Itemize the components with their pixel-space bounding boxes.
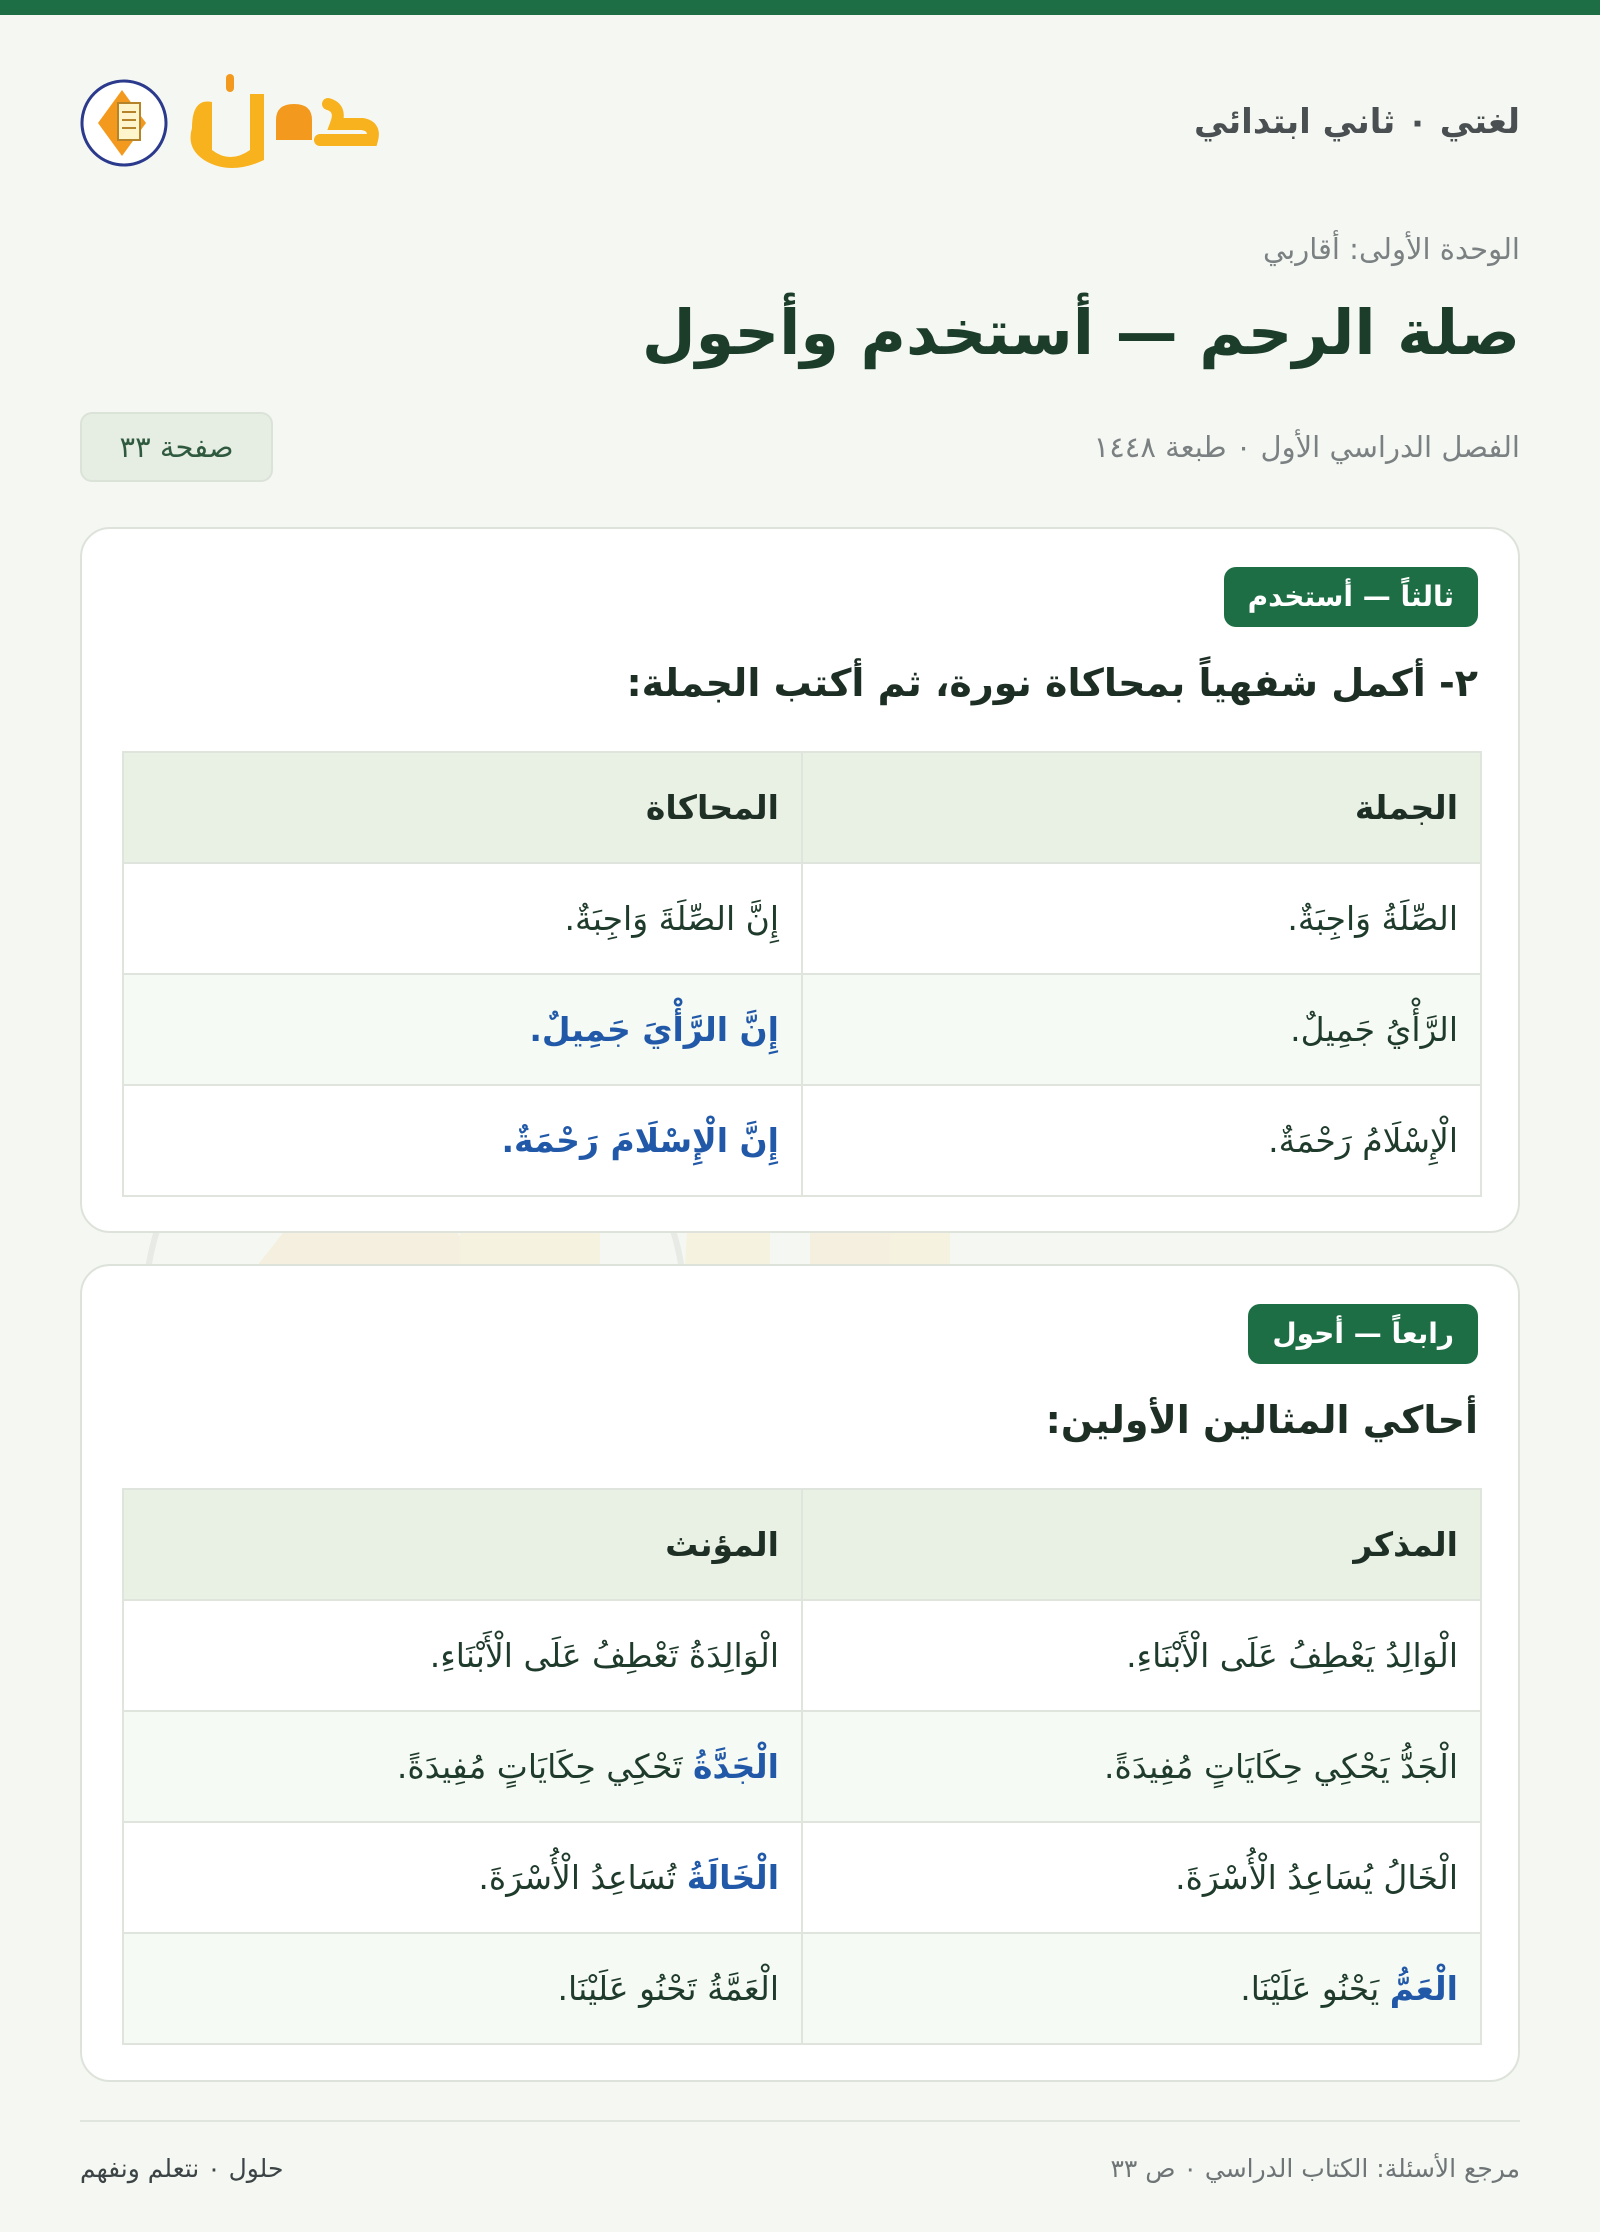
feminine-cell: الْوَالِدَةُ تَعْطِفُ عَلَى الْأَبْنَاءِ. (123, 1600, 802, 1711)
table-header-row (123, 752, 1481, 863)
sentence-cell: الصِّلَةُ وَاجِبَةٌ. (802, 863, 1481, 974)
answer-cell: إِنَّ الْإِسْلَامَ رَحْمَةٌ. (123, 1085, 802, 1196)
imitation-table (122, 751, 1482, 1197)
table-row (123, 863, 1481, 974)
term-label: الفصل الدراسي الأول ٠ طبعة ١٤٤٨ (1093, 430, 1520, 464)
answer-word: الْعَمُّ (1389, 1969, 1458, 2008)
table-row (123, 1711, 1481, 1822)
unit-label: الوحدة الأولى: أقاربي (1262, 232, 1520, 266)
sentence-cell: الْإِسْلَامُ رَحْمَةٌ. (802, 1085, 1481, 1196)
section-use-card (80, 527, 1520, 1233)
sentence-cell: الرَّأْيُ جَمِيلٌ. (802, 974, 1481, 1085)
page-title: صلة الرحم — أستخدم وأحول (641, 296, 1520, 369)
section-badge: ثالثاً — أستخدم (1224, 567, 1478, 627)
gender-table (122, 1488, 1482, 2045)
imitation-cell: إِنَّ الصِّلَةَ وَاجِبَةٌ. (123, 863, 802, 974)
masculine-cell (802, 1933, 1481, 2044)
brand-logo (80, 68, 380, 178)
sentence-rest: تَحْكِي حِكَايَاتٍ مُفِيدَةً. (396, 1747, 693, 1786)
table-row (123, 974, 1481, 1085)
table-row (123, 1822, 1481, 1933)
section-transform-card (80, 1264, 1520, 2082)
footer-reference: مرجع الأسئلة: الكتاب الدراسي ٠ ص ٣٣ (1110, 2154, 1520, 2183)
question-text: ٢- أكمل شفهياً بمحاكاة نورة، ثم أكتب الجملة: (626, 661, 1478, 705)
answer-word: الْجَدَّةُ (692, 1747, 779, 1786)
masculine-cell: الْخَالُ يُسَاعِدُ الْأُسْرَةَ. (802, 1822, 1481, 1933)
footer-divider (80, 2120, 1520, 2122)
column-header-masculine: المذكر (802, 1489, 1481, 1600)
top-accent-bar (0, 0, 1600, 15)
table-row (123, 1600, 1481, 1711)
feminine-cell (123, 1711, 802, 1822)
answer-word: الْخَالَةُ (686, 1858, 779, 1897)
masculine-cell: الْجَدُّ يَحْكِي حِكَايَاتٍ مُفِيدَةً. (802, 1711, 1481, 1822)
feminine-cell (123, 1822, 802, 1933)
column-header-imitation: المحاكاة (123, 752, 802, 863)
table-row (123, 1933, 1481, 2044)
sentence-rest: تُسَاعِدُ الْأُسْرَةَ. (478, 1858, 687, 1897)
page-number-badge: صفحة ٣٣ (80, 412, 273, 482)
question-text: أحاكي المثالين الأولين: (1045, 1398, 1478, 1442)
column-header-feminine: المؤنث (123, 1489, 802, 1600)
column-header-sentence: الجملة (802, 752, 1481, 863)
page-header (80, 60, 1520, 190)
table-row (123, 1085, 1481, 1196)
subject-label: لغتي ٠ ثاني ابتدائي (1194, 102, 1520, 142)
footer-tagline: حلول ٠ نتعلم ونفهم (80, 2154, 284, 2183)
section-badge: رابعاً — أحول (1248, 1304, 1478, 1364)
masculine-cell: الْوَالِدُ يَعْطِفُ عَلَى الْأَبْنَاءِ. (802, 1600, 1481, 1711)
table-header-row (123, 1489, 1481, 1600)
answer-cell: إِنَّ الرَّأْيَ جَمِيلٌ. (123, 974, 802, 1085)
sentence-rest: يَحْنُو عَلَيْنَا. (1240, 1969, 1390, 2008)
feminine-cell: الْعَمَّةُ تَحْنُو عَلَيْنَا. (123, 1933, 802, 2044)
